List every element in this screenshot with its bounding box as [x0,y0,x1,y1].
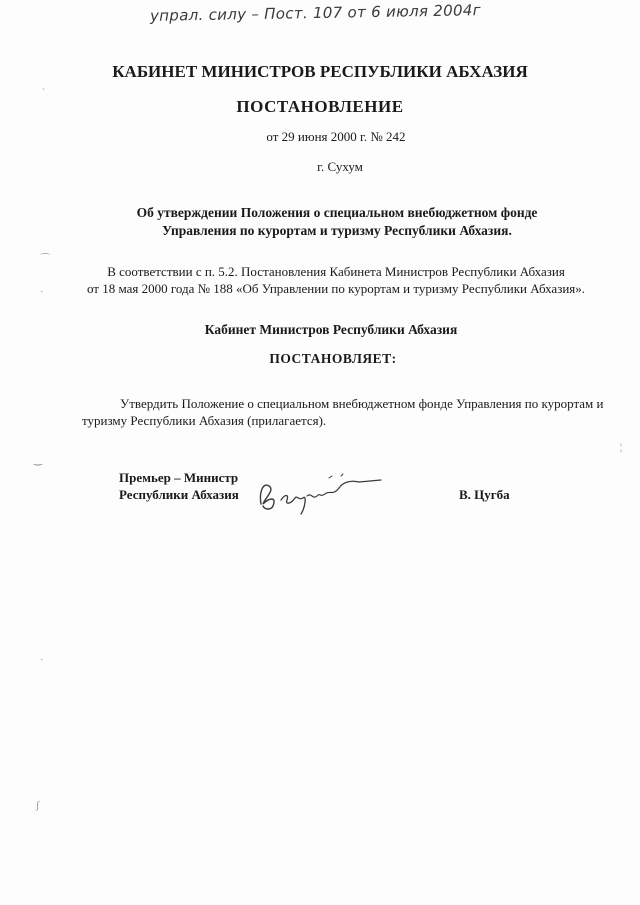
signer-position-line-1: Премьер – Министр [119,470,239,485]
signer-name: В. Цугба [459,487,510,502]
preamble-line-1: В соответствии с п. 5.2. Постановления Кабинета Министров Республики Абхазия [107,264,565,279]
issuing-body-heading: Кабинет Министров Республики Абхазия [204,322,458,337]
signature-scribble [255,468,385,518]
subject-line-1: Об утверждении Положения о специальном внебюджетном фонде [136,205,538,220]
signer-position [119,469,239,503]
organization-title: КАБИНЕТ МИНИСТРОВ РЕСПУБЛИКИ АБХАЗИЯ [112,62,528,81]
document-date-number: от 29 июня 2000 г. № 242 [266,129,406,144]
document-city: г. Сухум [317,159,363,174]
scan-artifact: ˏ [40,650,44,661]
scan-artifact: ʃ [36,800,40,811]
scan-artifact: ⌒ [40,254,50,265]
decree-paragraph [82,395,618,429]
decree-verb-heading: ПОСТАНОВЛЯЕТ: [269,351,397,366]
handwritten-annotation: упрал. силу – Пост. 107 от 6 июля 2004г [149,1,482,25]
decree-line-2: туризму Республики Абхазия (прилагается). [82,413,327,428]
document-subject [0,204,640,240]
handwritten-signature [255,468,385,523]
scan-artifact: ˋ [42,88,46,99]
preamble-paragraph [0,263,640,297]
document-type-heading: ПОСТАНОВЛЕНИЕ [236,97,404,116]
scan-artifact: ‿ [34,455,43,466]
preamble-line-2: от 18 мая 2000 года № 188 «Об Управлении по курортам и туризму Республики Абхазия». [86,281,586,296]
subject-line-2: Управления по курортам и туризму Республики Абхазия. [162,223,512,238]
scan-artifact: ˎ [40,282,44,293]
scan-artifact: ¦ [620,442,623,453]
signer-position-line-2: Республики Абхазия [119,487,239,502]
decree-line-1: Утвердить Положение о специальном внебюджетном фонде Управления по курортам и [120,396,604,411]
